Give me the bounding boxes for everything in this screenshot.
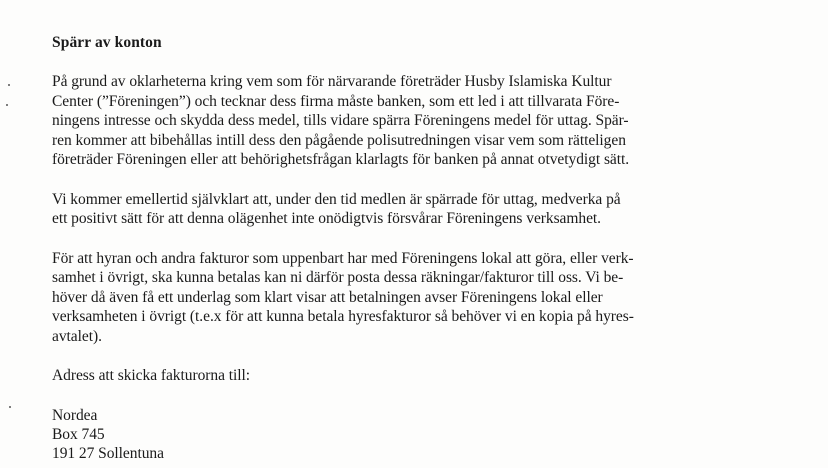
paragraph-account-freeze: [52, 72, 772, 170]
scan-speck: [9, 406, 11, 408]
paragraph-line: avtalet).: [52, 327, 102, 345]
mailing-address: [52, 406, 772, 463]
address-line: 191 27 Sollentuna: [52, 444, 164, 462]
address-line: Nordea: [52, 406, 98, 424]
paragraph-line: höver då även få ett underlag som klart visar att betalningen avser Föreningens lokal eller: [52, 288, 603, 306]
paragraph-line: Adress att skicka fakturorna till:: [52, 367, 251, 384]
paragraph-line: samhet i övrigt, ska kunna betalas kan ni därför posta dessa räkningar/fakturor till oss. Vi be-: [52, 269, 624, 286]
paragraph-address-intro: [52, 366, 772, 386]
scan-speck: [6, 104, 8, 106]
document-page: [52, 34, 772, 463]
paragraph-line: ningens intresse och skydda dess medel, tills vidare spärra Föreningens medel för uttag. Spär-: [52, 112, 629, 129]
paragraph-line: ren kommer att bibehållas intill dess den pågående polisutredningen visar vem som rätteligen: [52, 131, 626, 149]
paragraph-line: Center (”Föreningen”) och tecknar dess firma måste banken, som ett led i att tillvarata Före-: [52, 92, 620, 110]
paragraph-cooperation: [52, 190, 772, 229]
paragraph-line: På grund av oklarheterna kring vem som för närvarande företräder Husby Islamiska Kultur: [52, 73, 612, 90]
paragraph-invoices: [52, 249, 772, 347]
paragraph-line: För att hyran och andra fakturor som uppenbart har med Föreningens lokal att göra, eller verk-: [52, 249, 634, 267]
paragraph-line: ett positivt sätt för att denna olägenhet inte onödigtvis försvårar Föreningens verksamhet.: [52, 210, 602, 227]
paragraph-line: Vi kommer emellertid självklart att, under den tid medlen är spärrade för uttag, medverka på: [52, 190, 621, 208]
paragraph-line: verksamheten i övrigt (t.e.x för att kunna betala hyresfakturor så behöver vi en kopia på hyres-: [52, 308, 634, 325]
scan-speck: [8, 84, 10, 86]
document-heading: Spärr av konton: [52, 34, 162, 51]
paragraph-line: företräder Föreningen eller att behörighetsfrågan klarlagts för banken på annat otvetydigt sätt.: [52, 151, 630, 168]
address-line: Box 745: [52, 425, 105, 443]
